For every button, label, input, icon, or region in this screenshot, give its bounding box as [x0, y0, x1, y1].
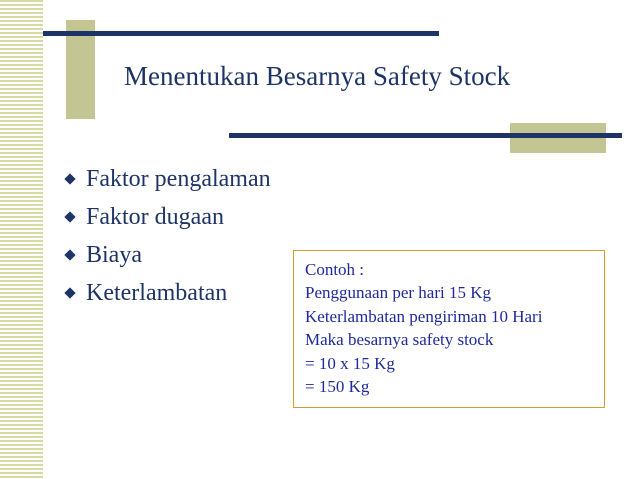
- diamond-bullet-icon: [64, 249, 75, 260]
- diamond-bullet-icon: [64, 211, 75, 222]
- example-line: = 150 Kg: [305, 377, 370, 397]
- decorative-stripe-pattern: [0, 0, 43, 479]
- bullet-item: [62, 274, 271, 312]
- diamond-bullet-icon: [64, 173, 75, 184]
- example-line: Maka besarnya safety stock: [305, 330, 494, 350]
- bullet-item: [62, 160, 271, 198]
- bullet-text: Faktor pengalaman: [86, 165, 271, 192]
- example-line: = 10 x 15 Kg: [305, 353, 395, 373]
- example-line: Contoh :: [305, 260, 365, 279]
- slide-title: Menentukan Besarnya Safety Stock: [124, 61, 511, 91]
- title-underline: [229, 133, 622, 138]
- bullet-text: Keterlambatan: [86, 279, 228, 306]
- diamond-bullet-icon: [64, 287, 75, 298]
- example-line: Keterlambatan pengiriman 10 Hari: [305, 306, 543, 326]
- bullet-text: Faktor dugaan: [86, 203, 224, 230]
- right-accent-block: [510, 123, 606, 153]
- bullet-text: Biaya: [86, 241, 142, 268]
- example-line: Penggunaan per hari 15 Kg: [305, 283, 492, 303]
- bullet-list: [62, 160, 271, 312]
- top-divider-line: [43, 31, 439, 36]
- example-text-box: [293, 250, 605, 408]
- bullet-item: [62, 236, 271, 274]
- bullet-item: [62, 198, 271, 236]
